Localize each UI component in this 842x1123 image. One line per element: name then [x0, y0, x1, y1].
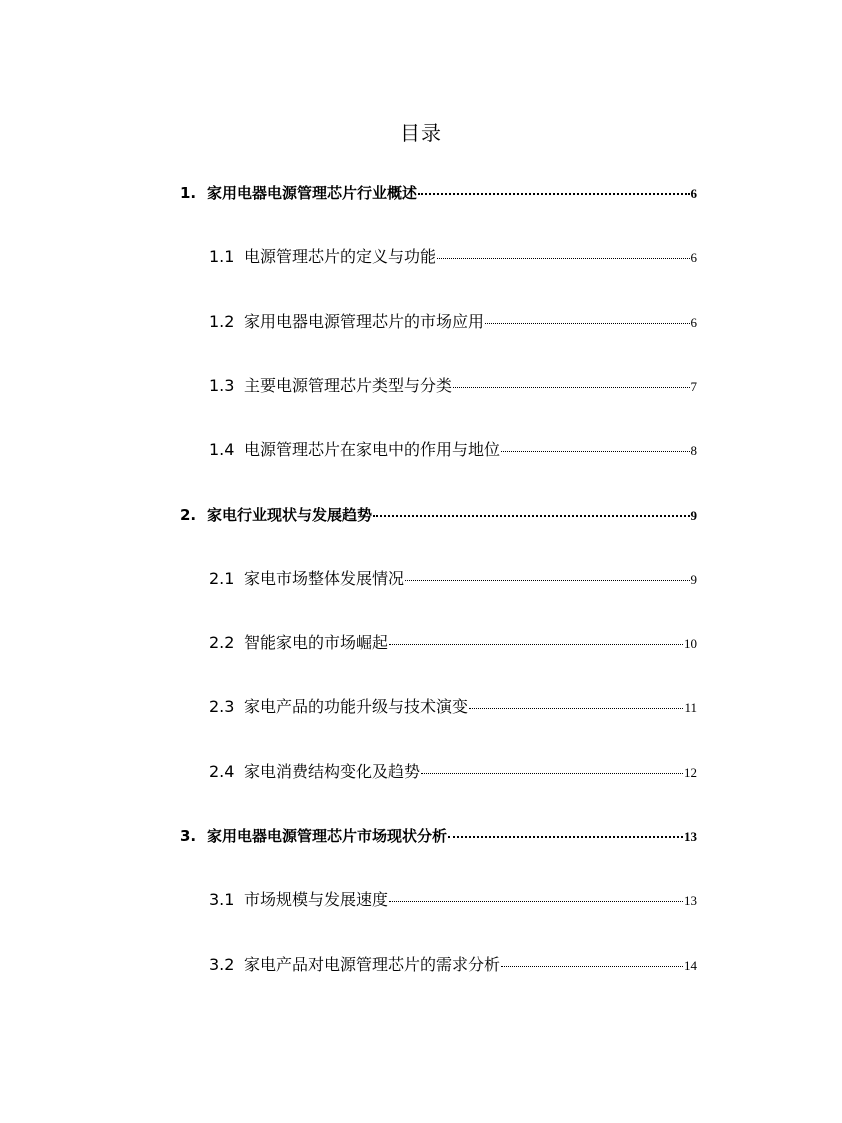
toc-entry-page-number: 14	[684, 958, 697, 973]
toc-entry-3-2[interactable]	[209, 953, 697, 977]
toc-entry-3[interactable]	[180, 824, 697, 848]
toc-entry-page-number: 9	[690, 508, 697, 523]
toc-entry-number: 3.2	[209, 955, 235, 974]
toc-entry-page-number: 6	[690, 250, 697, 265]
toc-entry-number: 1.4	[209, 440, 235, 459]
toc-entry-number: 2.	[180, 506, 197, 524]
toc-entry-page-number: 11	[684, 700, 697, 715]
toc-entry-number: 2.1	[209, 569, 235, 588]
toc-entry-2-4[interactable]	[209, 760, 697, 784]
toc-entry-1-2[interactable]	[209, 310, 697, 334]
toc-entry-1-3[interactable]	[209, 374, 697, 398]
toc-entry-title: 主要电源管理芯片类型与分类	[244, 376, 453, 395]
toc-entry-page-number: 6	[690, 315, 697, 330]
toc-entry-2-3[interactable]	[209, 695, 697, 719]
toc-entry-page-number: 10	[684, 636, 697, 651]
toc-dot-leader	[421, 773, 683, 774]
toc-entry-number: 2.4	[209, 762, 235, 781]
toc-entry-number: 1.3	[209, 376, 235, 395]
toc-dot-leader	[373, 515, 689, 517]
toc-dot-leader	[453, 387, 689, 388]
toc-dot-leader	[389, 644, 683, 645]
toc-entry-title: 家电产品对电源管理芯片的需求分析	[244, 955, 501, 974]
toc-dot-leader	[501, 451, 689, 452]
toc-dot-leader	[501, 966, 683, 967]
toc-dot-leader	[448, 836, 683, 838]
toc-entry-title: 家电市场整体发展情况	[244, 569, 405, 588]
toc-entry-number: 3.	[180, 827, 197, 845]
toc-entry-number: 1.1	[209, 247, 235, 266]
toc-entry-1-1[interactable]	[209, 245, 697, 269]
toc-entry-title: 家用电器电源管理芯片的市场应用	[244, 312, 485, 331]
toc-entry-title: 家用电器电源管理芯片行业概述	[207, 184, 418, 202]
toc-entry-page-number: 7	[690, 379, 697, 394]
toc-entry-3-1[interactable]	[209, 888, 697, 912]
toc-entry-title: 电源管理芯片在家电中的作用与地位	[244, 440, 501, 459]
toc-entry-title: 家电消费结构变化及趋势	[244, 762, 421, 781]
toc-entry-1-4[interactable]	[209, 438, 697, 462]
toc-entry-page-number: 9	[690, 572, 697, 587]
toc-entry-title: 市场规模与发展速度	[244, 890, 389, 909]
toc-entry-title: 电源管理芯片的定义与功能	[244, 247, 437, 266]
toc-entry-title: 智能家电的市场崛起	[244, 633, 389, 652]
toc-entry-number: 3.1	[209, 890, 235, 909]
toc-dot-leader	[418, 193, 689, 195]
toc-entry-page-number: 13	[684, 893, 697, 908]
toc-entry-number: 1.	[180, 184, 197, 202]
toc-entry-page-number: 13	[684, 829, 697, 844]
toc-entry-number: 1.2	[209, 312, 235, 331]
toc-entry-2-2[interactable]	[209, 631, 697, 655]
toc-entry-page-number: 12	[684, 765, 697, 780]
toc-entry-number: 2.2	[209, 633, 235, 652]
toc-entry-title: 家用电器电源管理芯片市场现状分析	[207, 827, 448, 845]
toc-dot-leader	[469, 708, 683, 709]
toc-entry-2[interactable]	[180, 503, 697, 527]
toc-dot-leader	[485, 323, 689, 324]
toc-entry-page-number: 8	[690, 443, 697, 458]
toc-entry-2-1[interactable]	[209, 567, 697, 591]
toc-dot-leader	[437, 258, 689, 259]
toc-entry-page-number: 6	[690, 186, 697, 201]
toc-dot-leader	[405, 580, 689, 581]
toc-title: 目录	[400, 121, 442, 145]
toc-entry-number: 2.3	[209, 697, 235, 716]
toc-entry-1[interactable]	[180, 181, 697, 205]
toc-entry-title: 家电产品的功能升级与技术演变	[244, 697, 469, 716]
toc-dot-leader	[389, 901, 683, 902]
toc-entry-title: 家电行业现状与发展趋势	[207, 506, 373, 524]
